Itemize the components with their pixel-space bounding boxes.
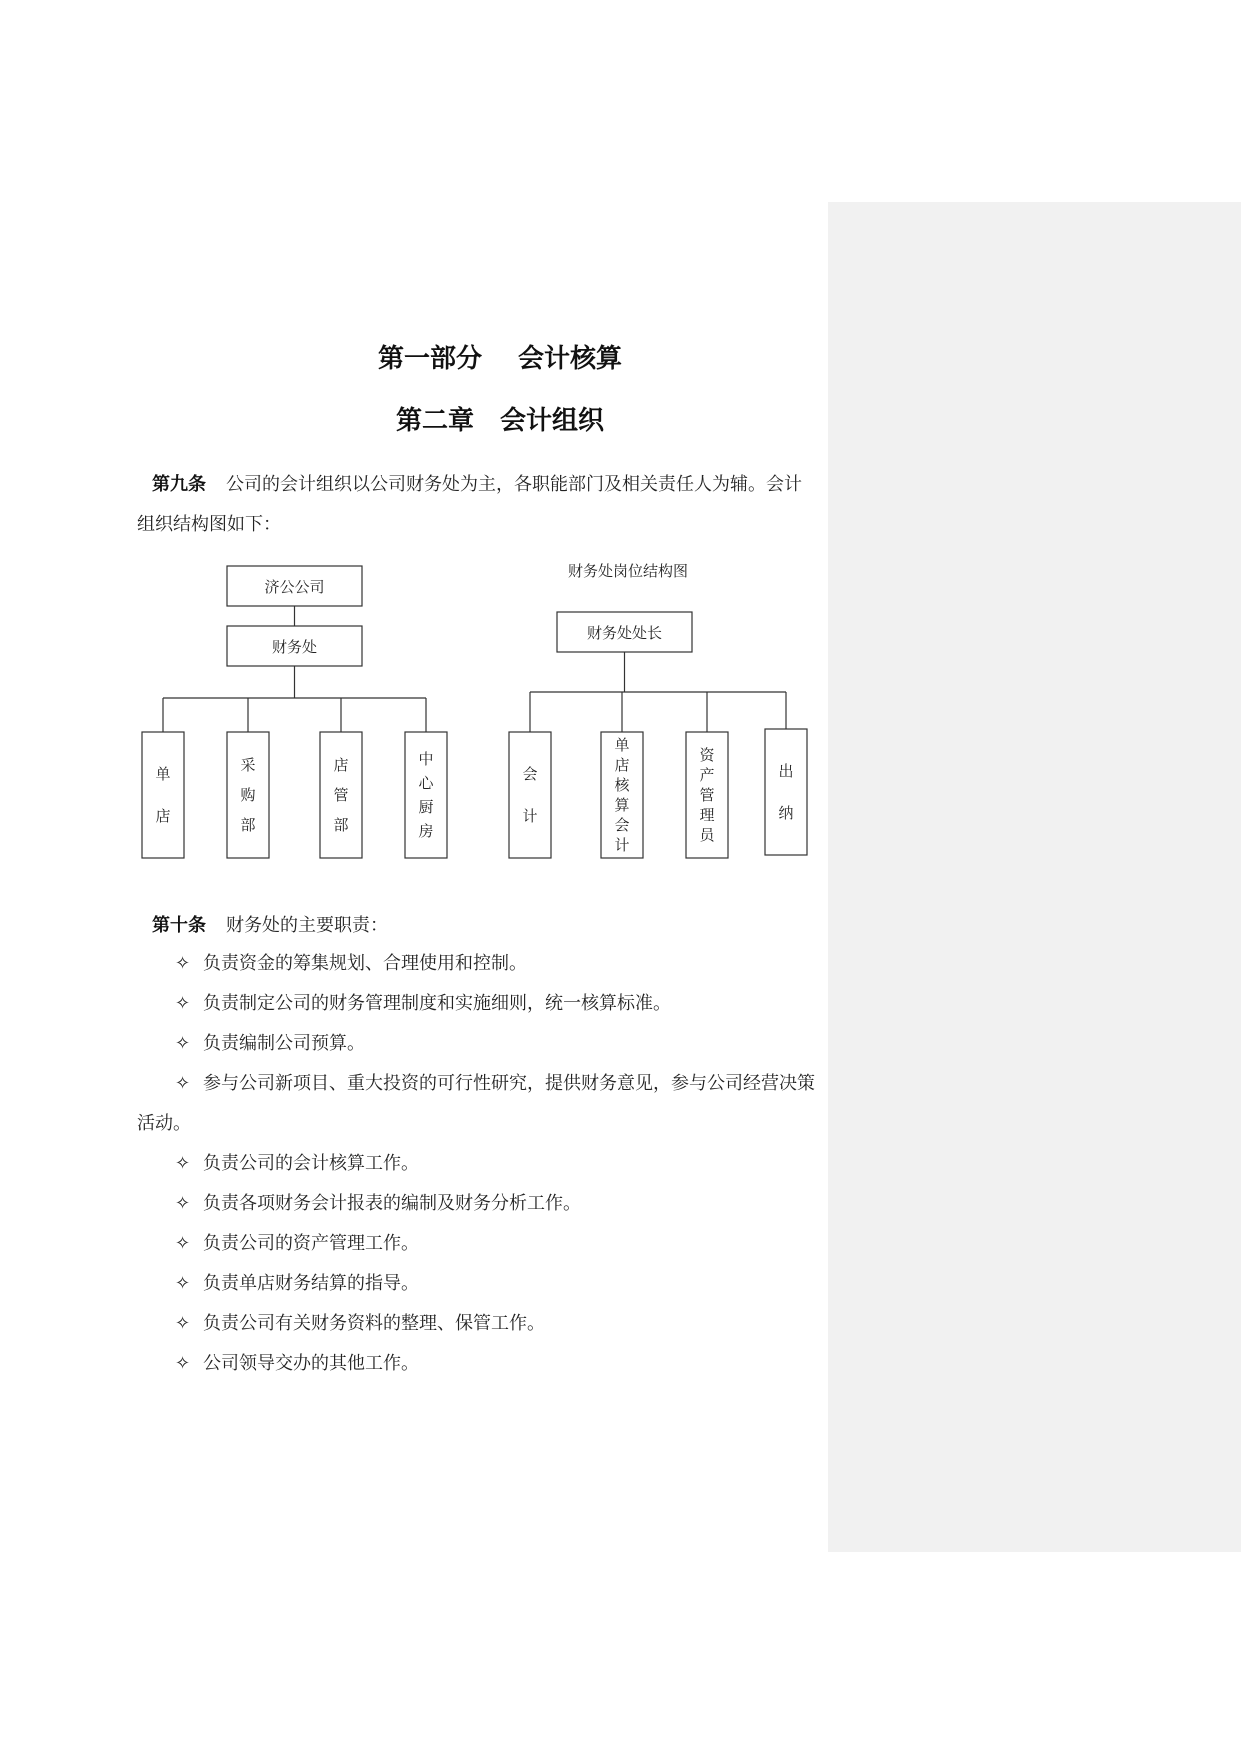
diamond-bullet-icon: ✧ [175, 1233, 191, 1254]
duty-item [137, 944, 817, 984]
duty-item [137, 1144, 817, 1184]
duty-text: 负责资金的筹集规划、合理使用和控制。 [203, 953, 527, 974]
duty-text: 负责各项财务会计报表的编制及财务分析工作。 [203, 1193, 581, 1214]
part-name: 会计核算 [518, 344, 623, 374]
org-node-accountant [509, 732, 551, 858]
duty-item [137, 984, 817, 1024]
duty-item [137, 1064, 817, 1144]
org-node-store [142, 732, 184, 858]
diamond-bullet-icon: ✧ [175, 1313, 191, 1334]
duty-item [137, 1264, 817, 1304]
org-node-store-mgmt-text: 店管部 [333, 756, 349, 834]
diamond-bullet-icon: ✧ [175, 993, 191, 1014]
org-chart-finance-positions [509, 562, 807, 858]
duty-text: 参与公司新项目、重大投资的可行性研究，提供财务意见，参与公司经营决策活动。 [137, 1073, 815, 1134]
org-chart-caption: 财务处岗位结构图 [567, 562, 689, 580]
duties-list [137, 944, 817, 1384]
org-node-asset-manager-text: 资产管理员 [699, 746, 715, 844]
article-9-label: 第九条 [152, 474, 206, 495]
article-10 [137, 906, 817, 946]
chapter-name: 会计组织 [500, 406, 605, 436]
article-10-label: 第十条 [152, 915, 206, 936]
article-10-text: 财务处的主要职责： [226, 915, 388, 936]
org-node-director-label: 财务处处长 [586, 624, 663, 642]
chapter-number: 第二章 [395, 406, 474, 436]
duty-text: 负责公司有关财务资料的整理、保管工作。 [203, 1313, 545, 1334]
diamond-bullet-icon: ✧ [175, 1353, 191, 1374]
org-node-purchasing-text: 采购部 [240, 756, 256, 834]
org-node-finance-label: 财务处 [271, 638, 318, 656]
part-number: 第一部分 [377, 344, 482, 374]
org-node-central-kitchen-text: 中心厨房 [418, 750, 434, 840]
duty-text: 负责单店财务结算的指导。 [203, 1273, 419, 1294]
org-chart-company [142, 566, 447, 858]
article-9-text: 公司的会计组织以公司财务处为主，各职能部门及相关责任人为辅。会计组织结构图如下： [137, 474, 802, 535]
duty-text: 负责公司的会计核算工作。 [203, 1153, 419, 1174]
duty-item [137, 1224, 817, 1264]
org-node-root-label: 济公公司 [264, 578, 325, 596]
org-node-store-text: 单店 [155, 765, 171, 825]
duty-item [137, 1304, 817, 1344]
duty-item [137, 1344, 817, 1384]
diamond-bullet-icon: ✧ [175, 1073, 191, 1094]
diamond-bullet-icon: ✧ [175, 1273, 191, 1294]
duty-item [137, 1024, 817, 1064]
duty-text: 公司领导交办的其他工作。 [203, 1353, 419, 1374]
org-node-store-accountant-text: 单店核算会计 [614, 736, 630, 854]
diamond-bullet-icon: ✧ [175, 1033, 191, 1054]
org-node-cashier [765, 729, 807, 855]
duty-text: 负责制定公司的财务管理制度和实施细则，统一核算标准。 [203, 993, 671, 1014]
duty-text: 负责编制公司预算。 [203, 1033, 365, 1054]
duty-text: 负责公司的资产管理工作。 [203, 1233, 419, 1254]
diamond-bullet-icon: ✧ [175, 1193, 191, 1214]
duty-item [137, 1184, 817, 1224]
org-node-accountant-text: 会计 [522, 765, 538, 825]
diamond-bullet-icon: ✧ [175, 1153, 191, 1174]
org-node-cashier-text: 出纳 [778, 762, 794, 822]
diamond-bullet-icon: ✧ [175, 953, 191, 974]
